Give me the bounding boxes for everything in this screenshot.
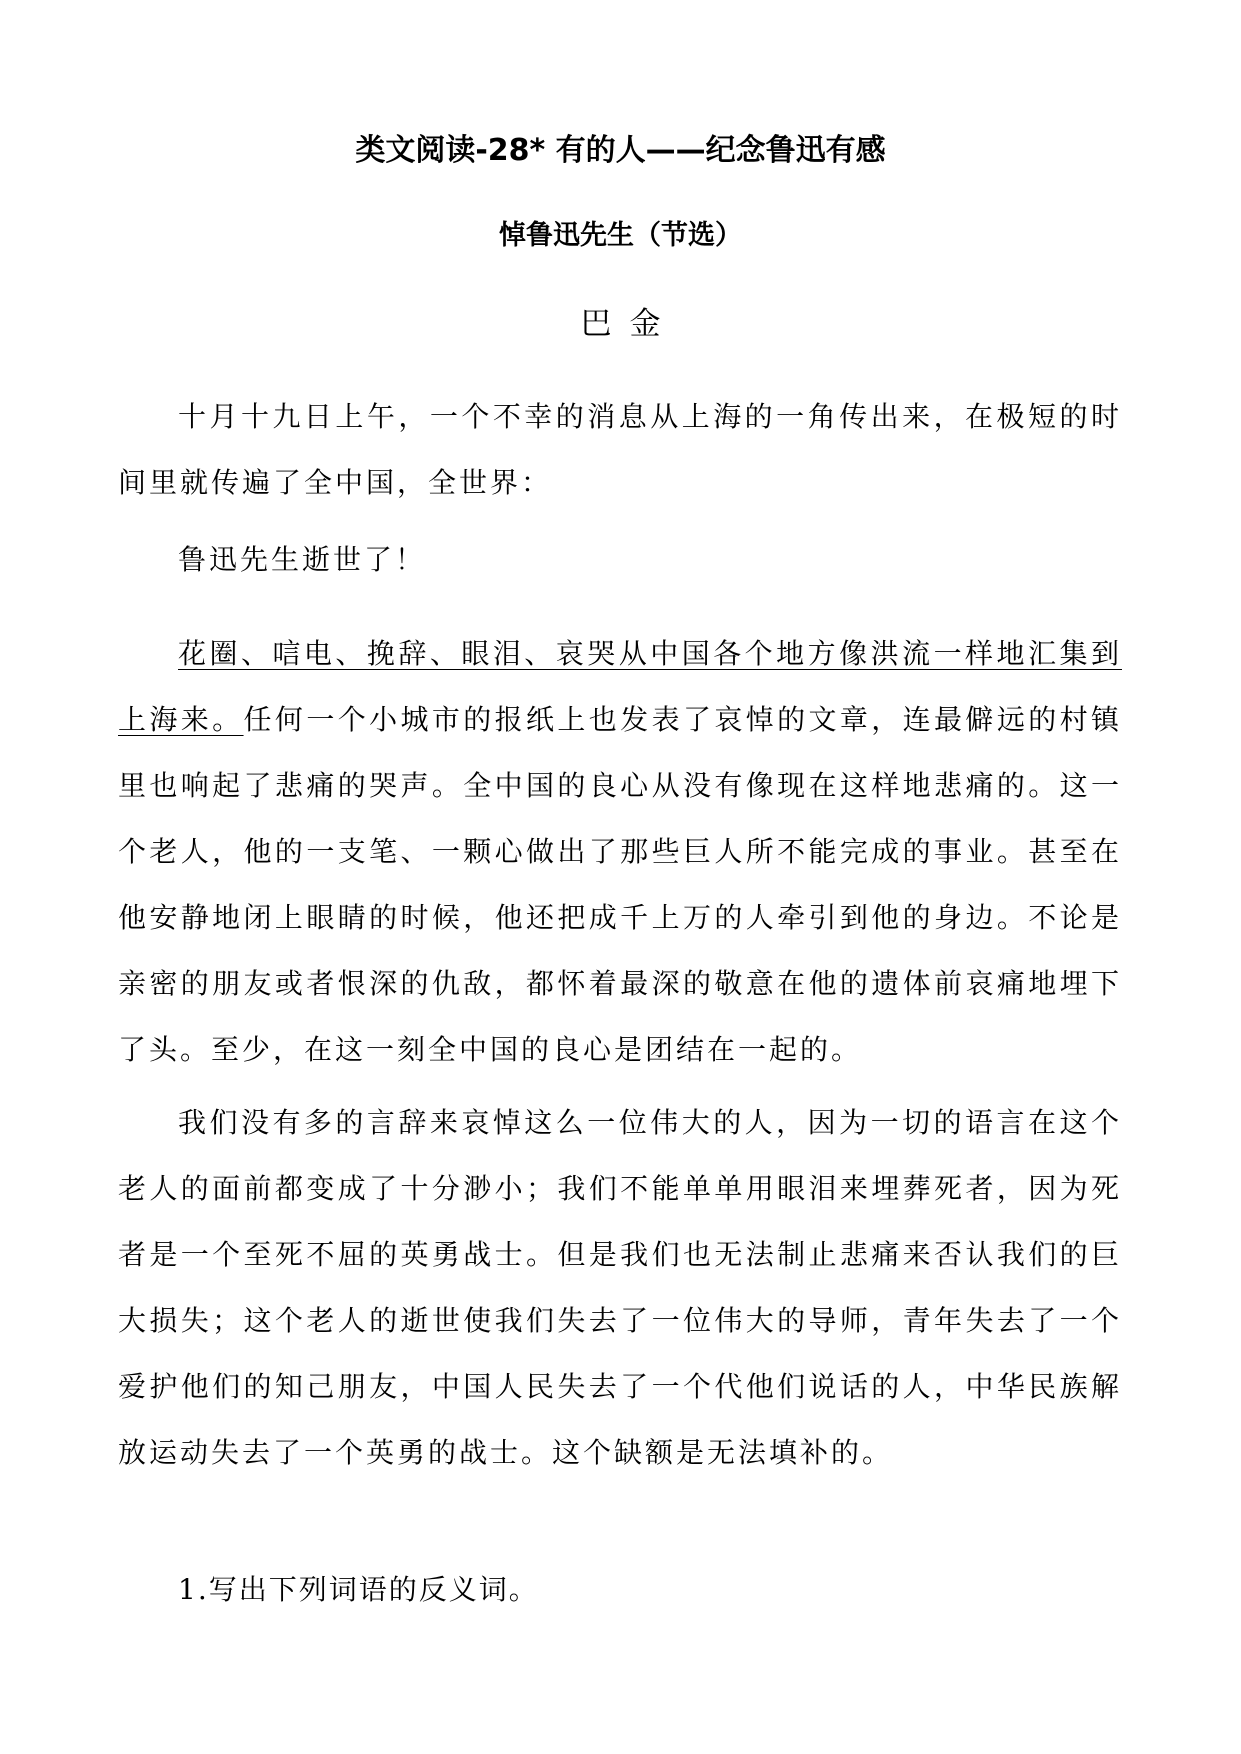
question-1: 1.写出下列词语的反义词。	[178, 1573, 539, 1606]
paragraph-3-rest: 任何一个小城市的报纸上也发表了哀悼的文章，连最僻远的村镇里也响起了悲痛的哭声。全中国的良心从没有像现在这样地悲痛的。这一个老人，他的一支笔、一颗心做出了那些巨人所不能完成的事业。甚至在他安静地闭上眼睛的时候，他还把成千上万的人牵引到他的身边。不论是亲密的朋友或者恨深的仇敌，都怀着最深的敬意在他的遗体前哀痛地埋下了头。至少，在这一刻全中国的良心是团结在一起的。	[118, 703, 1122, 1066]
author-name: 巴金	[580, 306, 679, 342]
paragraph-3	[118, 621, 1122, 1083]
article-subtitle: 悼鲁迅先生（节选）	[499, 220, 742, 251]
underlined-sentence: 花圈、唁电、挽辞、眼泪、哀哭从中国各个地方像洪流一样地汇集到上海来。	[118, 637, 1122, 736]
paragraph-4: 我们没有多的言辞来哀悼这么一位伟大的人，因为一切的语言在这个老人的面前都变成了十分渺小；我们不能单单用眼泪来埋葬死者，因为死者是一个至死不屈的英勇战士。但是我们也无法制止悲痛来否认我们的巨大损失；这个老人的逝世使我们失去了一位伟大的导师，青年失去了一个爱护他们的知己朋友，中国人民失去了一个代他们说话的人，中华民族解放运动失去了一个英勇的战士。这个缺额是无法填补的。	[118, 1106, 1122, 1469]
paragraph-1: 十月十九日上午，一个不幸的消息从上海的一角传出来，在极短的时间里就传遍了全中国，全世界：	[118, 400, 1122, 499]
document-title: 类文阅读-28* 有的人——纪念鲁迅有感	[355, 133, 886, 168]
paragraph-2: 鲁迅先生逝世了！	[178, 543, 427, 576]
